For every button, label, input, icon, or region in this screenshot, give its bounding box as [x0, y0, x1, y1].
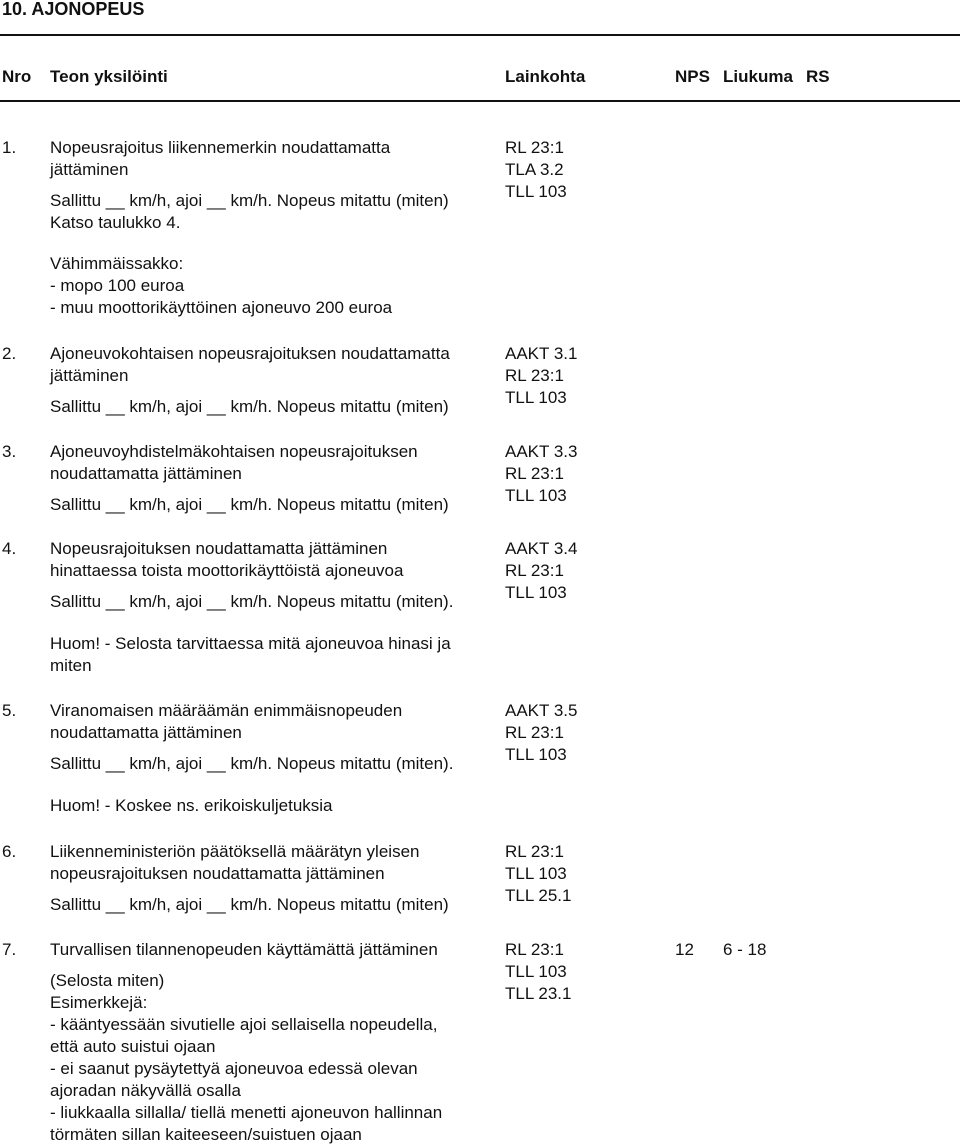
row-description-line: - kääntyessään sivutielle ajoi sellaisella nopeudella,	[50, 1015, 438, 1034]
column-header-description: Teon yksilöinti	[50, 67, 168, 86]
row-description-line: miten	[50, 656, 92, 675]
column-header-nro: Nro	[2, 67, 32, 86]
row-description-line: Liikenneministeriön päätöksellä määrätyn yleisen	[50, 842, 420, 861]
row-number: 5.	[2, 701, 17, 720]
row-description-line: - liukkaalla sillalla/ tiellä menetti ajoneuvon hallinnan	[50, 1103, 443, 1122]
row-description-line: Sallittu __ km/h, ajoi __ km/h. Nopeus mitattu (miten)	[50, 191, 449, 210]
header-divider	[0, 100, 960, 102]
row-law-reference: RL 23:1	[505, 366, 564, 385]
row-law-reference: TLA 3.2	[505, 160, 564, 179]
column-header-law: Lainkohta	[505, 67, 586, 86]
row-description-line: että auto suistui ojaan	[50, 1037, 216, 1056]
row-law-reference: TLL 23.1	[505, 984, 572, 1003]
row-description-line: jättäminen	[50, 366, 129, 385]
row-law-reference: TLL 103	[505, 962, 567, 981]
row-law-reference: AAKT 3.5	[505, 701, 578, 720]
column-header-nps: NPS	[675, 67, 710, 86]
row-description-line: Sallittu __ km/h, ajoi __ km/h. Nopeus mitattu (miten)	[50, 895, 449, 914]
row-description-line: ajoradan näkyvällä osalla	[50, 1081, 241, 1100]
row-law-reference: TLL 103	[505, 388, 567, 407]
row-law-reference: TLL 103	[505, 864, 567, 883]
row-description-line: Turvallisen tilannenopeuden käyttämättä jättäminen	[50, 940, 438, 959]
row-description-line: noudattamatta jättäminen	[50, 723, 242, 742]
row-description-line: Viranomaisen määräämän enimmäisnopeuden	[50, 701, 403, 720]
row-law-reference: TLL 103	[505, 486, 567, 505]
row-description-line: Nopeusrajoituksen noudattamatta jättäminen	[50, 539, 388, 558]
row-number: 1.	[2, 138, 17, 157]
section-title: 10. AJONOPEUS	[2, 0, 145, 19]
row-law-reference: TLL 25.1	[505, 886, 572, 905]
row-liukuma-value: 6 - 18	[723, 940, 767, 959]
row-law-reference: TLL 103	[505, 182, 567, 201]
row-description-line: Huom! - Selosta tarvittaessa mitä ajoneuvoa hinasi ja	[50, 634, 451, 653]
row-description-line: Sallittu __ km/h, ajoi __ km/h. Nopeus mitattu (miten)	[50, 495, 449, 514]
row-description-line: nopeusrajoituksen noudattamatta jättäminen	[50, 864, 385, 883]
row-description-line: Sallittu __ km/h, ajoi __ km/h. Nopeus mitattu (miten).	[50, 754, 454, 773]
row-description-line: Ajoneuvokohtaisen nopeusrajoituksen noudattamatta	[50, 344, 450, 363]
row-law-reference: RL 23:1	[505, 842, 564, 861]
row-description-line: jättäminen	[50, 160, 129, 179]
row-law-reference: AAKT 3.4	[505, 539, 578, 558]
row-nps-value: 12	[675, 940, 694, 959]
row-number: 7.	[2, 940, 17, 959]
row-law-reference: RL 23:1	[505, 723, 564, 742]
title-divider	[0, 34, 960, 36]
row-description-line: Vähimmäissakko:	[50, 254, 184, 273]
row-number: 2.	[2, 344, 17, 363]
row-description-line: noudattamatta jättäminen	[50, 464, 242, 483]
row-description-line: Esimerkkejä:	[50, 993, 148, 1012]
row-number: 4.	[2, 539, 17, 558]
row-description-line: (Selosta miten)	[50, 971, 165, 990]
row-law-reference: TLL 103	[505, 745, 567, 764]
row-law-reference: RL 23:1	[505, 561, 564, 580]
row-description-line: Sallittu __ km/h, ajoi __ km/h. Nopeus mitattu (miten).	[50, 592, 454, 611]
row-number: 6.	[2, 842, 17, 861]
row-law-reference: RL 23:1	[505, 464, 564, 483]
row-number: 3.	[2, 442, 17, 461]
row-description-line: hinattaessa toista moottorikäyttöistä ajoneuvoa	[50, 561, 404, 580]
row-description-line: - ei saanut pysäytettyä ajoneuvoa edessä olevan	[50, 1059, 418, 1078]
row-law-reference: RL 23:1	[505, 138, 564, 157]
row-description-line: törmäten sillan kaiteeseen/suistuen ojaan	[50, 1125, 362, 1144]
row-description-line: Sallittu __ km/h, ajoi __ km/h. Nopeus mitattu (miten)	[50, 397, 449, 416]
row-law-reference: RL 23:1	[505, 940, 564, 959]
row-description-line: - muu moottorikäyttöinen ajoneuvo 200 euroa	[50, 298, 393, 317]
row-law-reference: AAKT 3.3	[505, 442, 578, 461]
row-description-line: Nopeusrajoitus liikennemerkin noudattamatta	[50, 138, 391, 157]
row-law-reference: TLL 103	[505, 583, 567, 602]
row-description-line: - mopo 100 euroa	[50, 276, 185, 295]
row-law-reference: AAKT 3.1	[505, 344, 578, 363]
row-description-line: Katso taulukko 4.	[50, 213, 181, 232]
column-header-rs: RS	[806, 67, 830, 86]
row-description-line: Huom! - Koskee ns. erikoiskuljetuksia	[50, 796, 333, 815]
column-header-liukuma: Liukuma	[723, 67, 793, 86]
row-description-line: Ajoneuvoyhdistelmäkohtaisen nopeusrajoituksen	[50, 442, 418, 461]
